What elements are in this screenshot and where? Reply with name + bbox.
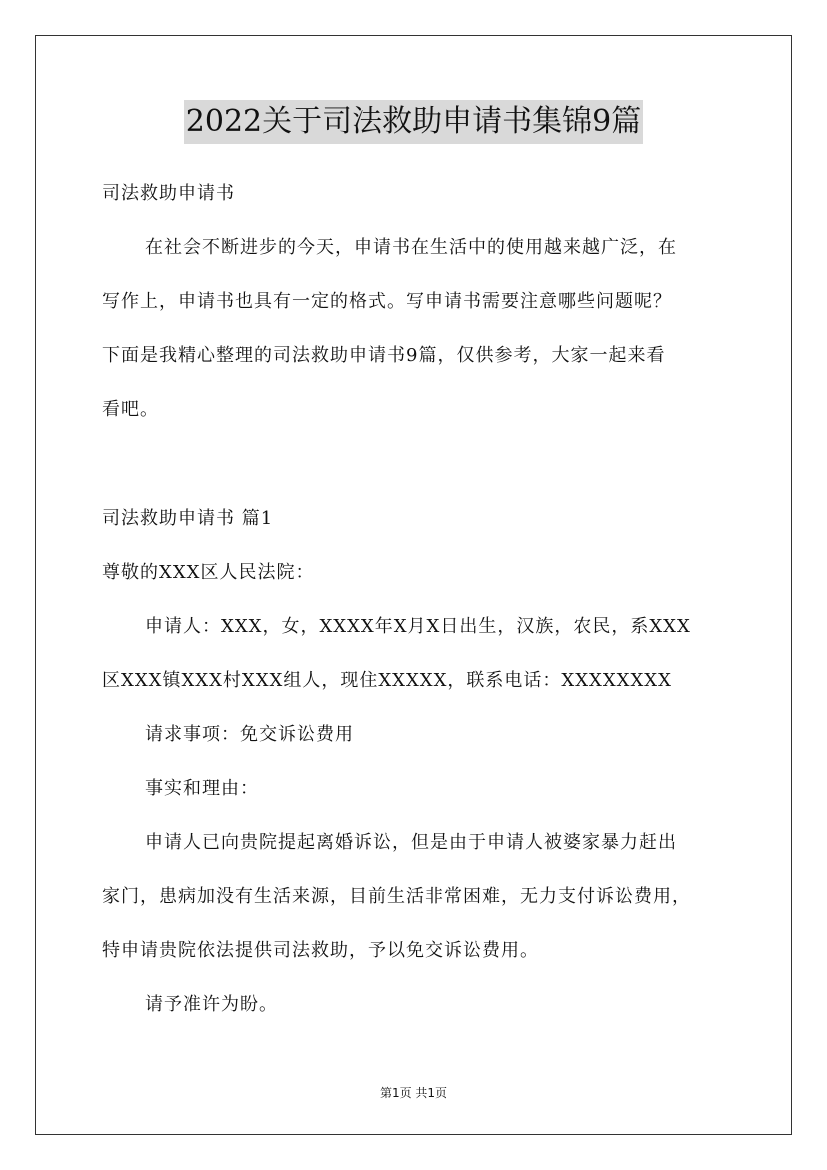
applicant-line: 区XXX镇XXX村XXX组人，现住XXXXX，联系电话：XXXXXXXX — [102, 670, 672, 691]
facts-heading: 事实和理由： — [145, 778, 259, 799]
section-heading: 司法救助申请书 篇1 — [102, 508, 274, 529]
document-title: 2022关于司法救助申请书集锦9篇 — [184, 100, 643, 144]
facts-line: 特申请贵院依法提供司法救助，予以免交诉讼费用。 — [102, 940, 539, 961]
title-container — [0, 100, 827, 144]
salutation: 尊敬的XXX区人民法院： — [102, 562, 315, 583]
applicant-line: 申请人：XXX，女，XXXX年X月X日出生，汉族，农民，系XXX — [145, 616, 691, 637]
closing-line: 请予准许为盼。 — [145, 994, 278, 1015]
facts-line: 申请人已向贵院提起离婚诉讼，但是由于申请人被婆家暴力赶出 — [145, 832, 677, 853]
intro-heading: 司法救助申请书 — [102, 183, 235, 204]
request-item: 请求事项：免交诉讼费用 — [145, 724, 354, 745]
intro-paragraph-line: 下面是我精心整理的司法救助申请书9篇，仅供参考，大家一起来看 — [102, 345, 666, 366]
intro-paragraph-line: 在社会不断进步的今天，申请书在生活中的使用越来越广泛，在 — [145, 237, 677, 258]
facts-line: 家门，患病加没有生活来源，目前生活非常困难，无力支付诉讼费用， — [102, 886, 691, 907]
intro-paragraph-line: 写作上，申请书也具有一定的格式。写申请书需要注意哪些问题呢？ — [102, 291, 672, 312]
page-footer: 第1页 共1页 — [379, 1086, 448, 1100]
intro-paragraph-line: 看吧。 — [102, 399, 159, 420]
